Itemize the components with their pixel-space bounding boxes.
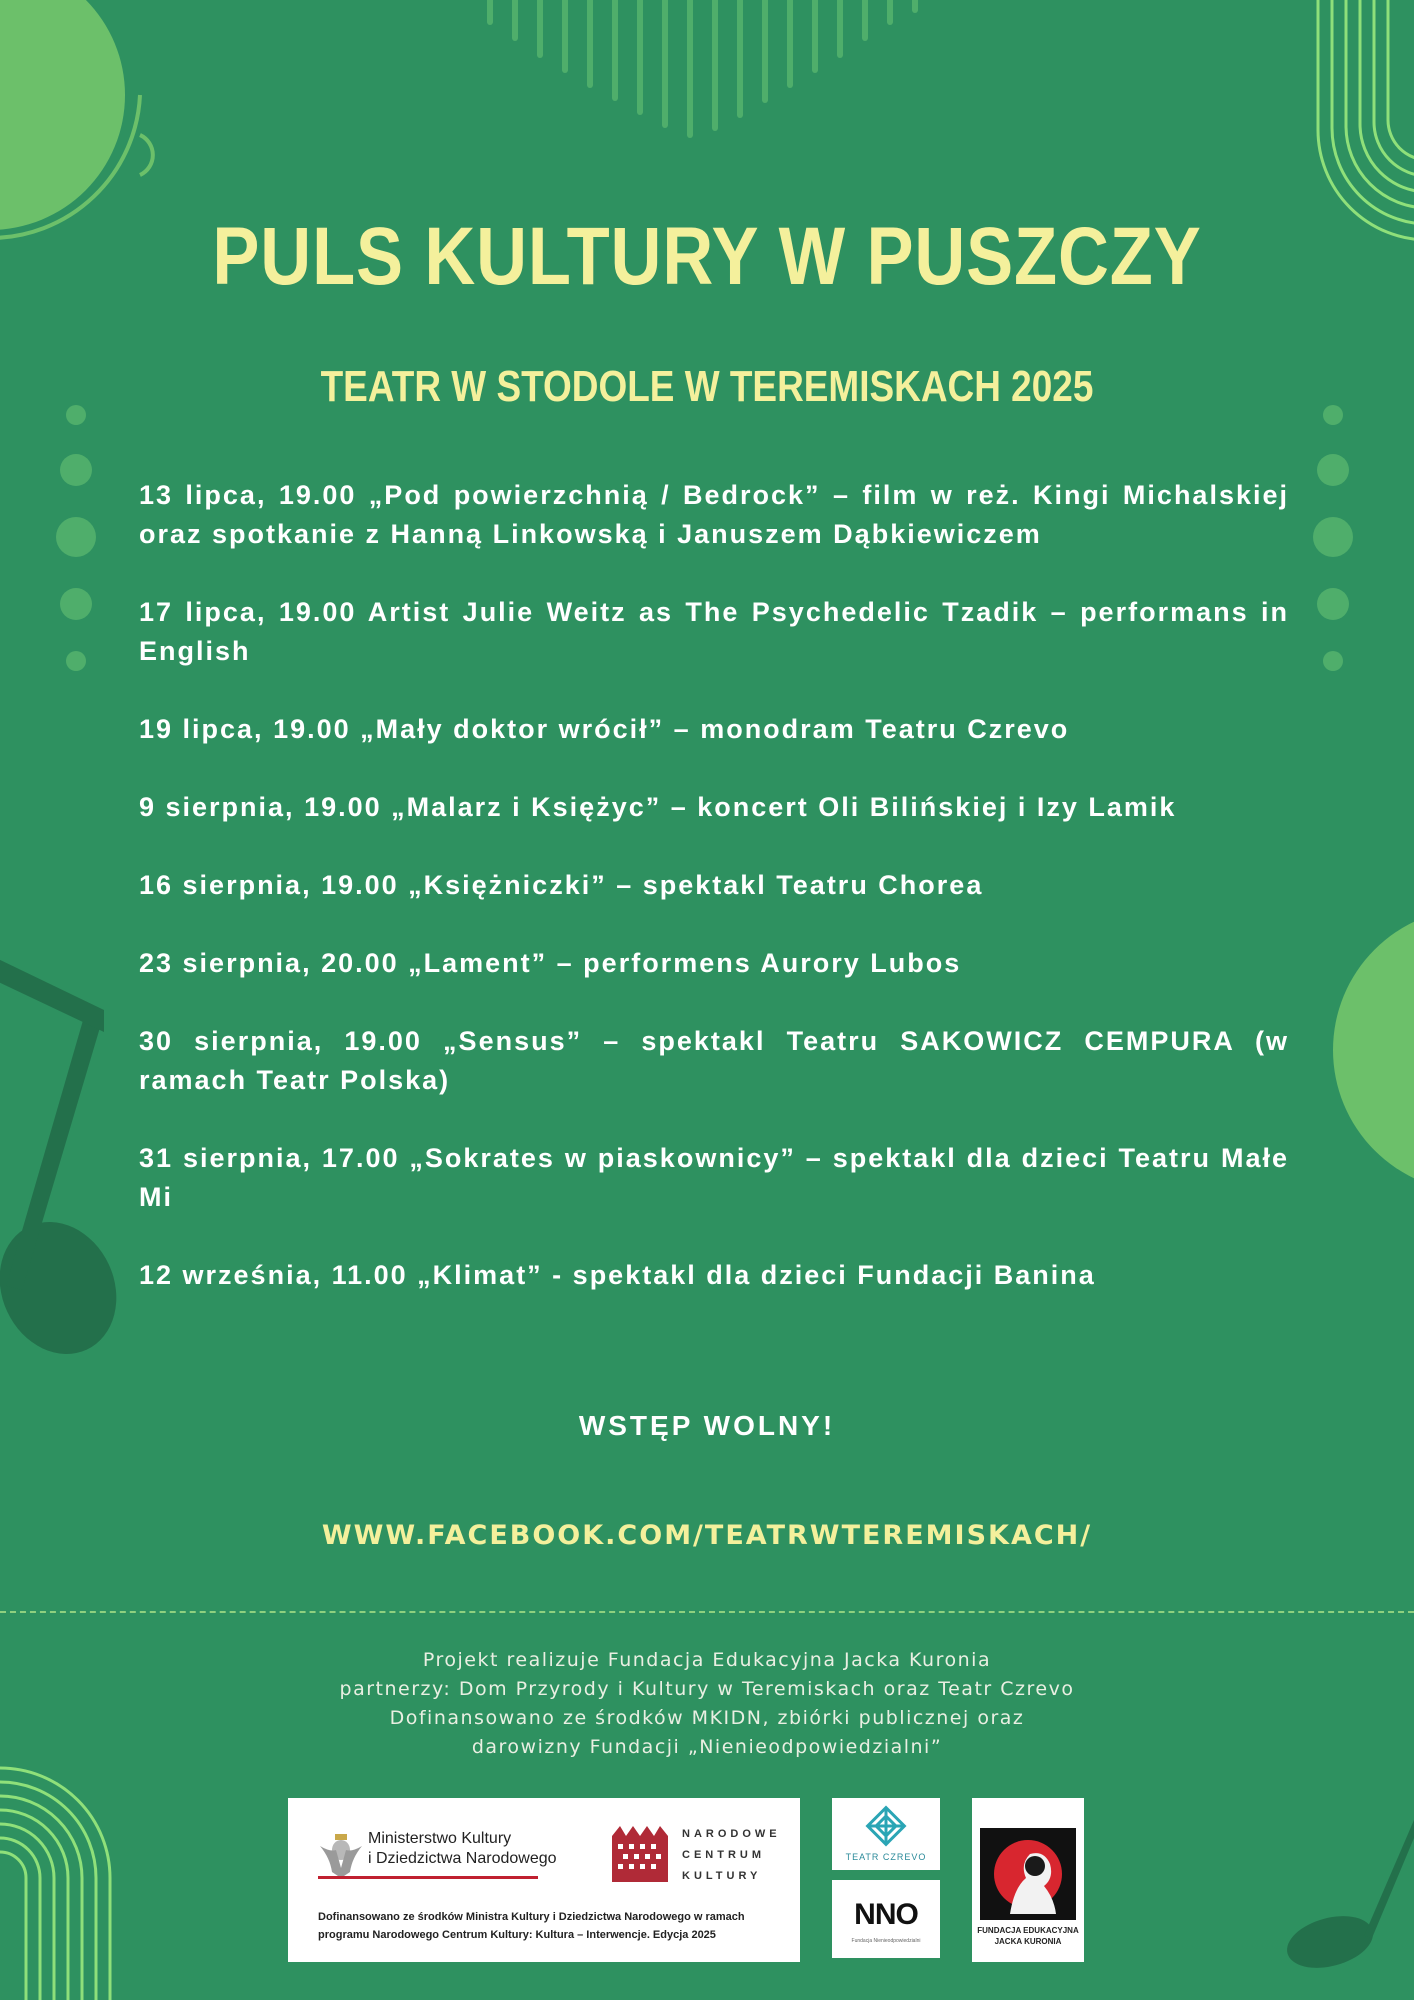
- music-note-right: [1281, 1820, 1414, 1977]
- nno-logo-box: [832, 1880, 940, 1958]
- nck-line: NARODOWE: [682, 1828, 781, 1840]
- event-item: 13 lipca, 19.00 „Pod powierzchnią / Bedrock” – film w reż. Kingi Michalskiej oraz spotkanie z Hanną Linkowską i Januszem Dąbkiewiczem: [139, 480, 1289, 549]
- credits-line: darowizny Fundacji „Nienieodpowiedzialni”: [471, 1736, 943, 1758]
- event-item: 12 września, 11.00 „Klimat” - spektakl dla dzieci Fundacji Banina: [139, 1260, 1096, 1290]
- sponsor-logo-box: [288, 1798, 800, 1962]
- kuron-logo-box: [972, 1798, 1084, 1962]
- event-item: 17 lipca, 19.00 Artist Julie Weitz as The Psychedelic Tzadik – performans in English: [139, 597, 1289, 666]
- free-entry-text: WSTĘP WOLNY!: [578, 1410, 836, 1441]
- bottom-left-arcs: [0, 1768, 110, 2000]
- nck-name: [682, 1824, 781, 1887]
- event-list: [139, 476, 1289, 1334]
- top-left-circle: [0, 0, 125, 230]
- event-item: 9 sierpnia, 19.00 „Malarz i Księżyc” – koncert Oli Bilińskiej i Izy Lamik: [139, 792, 1177, 822]
- right-circle: [1333, 908, 1414, 1192]
- event-item: 16 sierpnia, 19.00 „Księżniczki” – spektakl Teatru Chorea: [139, 870, 984, 900]
- top-right-arcs: [1318, 0, 1414, 240]
- top-stripes: [490, 0, 915, 135]
- credits-line: Projekt realizuje Fundacja Edukacyjna Jacka Kuronia: [422, 1649, 992, 1671]
- dashed-divider: [0, 1611, 1414, 1613]
- credits-line: partnerzy: Dom Przyrody i Kultury w Teremiskach oraz Teatr Czrevo: [339, 1678, 1075, 1700]
- kuron-portrait-logo-icon: [980, 1828, 1076, 1920]
- czrevo-logo-icon: [864, 1804, 908, 1848]
- nck-line: KULTURY: [682, 1870, 762, 1882]
- event-item: 19 lipca, 19.00 „Mały doktor wrócił” – monodram Teatru Czrevo: [139, 714, 1070, 744]
- eagle-emblem-icon: [316, 1828, 366, 1882]
- page-subtitle: TEATR W STODOLE W TEREMISKACH 2025: [320, 362, 1094, 411]
- kuron-name-line2: JACKA KURONIA: [994, 1937, 1062, 1946]
- facebook-link[interactable]: WWW.FACEBOOK.COM/TEATRWTEREMISKACH/: [321, 1520, 1093, 1551]
- event-item: 30 sierpnia, 19.00 „Sensus” – spektakl Teatru SAKOWICZ CEMPURA (w ramach Teatr Polska): [139, 1026, 1289, 1095]
- event-item: 31 sierpnia, 17.00 „Sokrates w piaskownicy” – spektakl dla dzieci Teatru Małe Mi: [139, 1143, 1289, 1212]
- czrevo-name: TEATR CZREVO: [845, 1852, 927, 1862]
- mkidn-name-line2: i Dziedzictwa Narodowego: [368, 1850, 557, 1867]
- mkidn-red-underline: [318, 1876, 538, 1879]
- nno-small-text: Fundacja Nienieodpowiedzialni: [851, 1938, 921, 1944]
- event-item: 23 sierpnia, 20.00 „Lament” – performens Aurory Lubos: [139, 948, 962, 978]
- nck-logo-icon: [612, 1826, 668, 1882]
- nno-name: NNO: [854, 1898, 918, 1931]
- nck-line: CENTRUM: [682, 1849, 765, 1861]
- credits: [0, 1646, 1414, 1762]
- music-note-left: [0, 955, 137, 1373]
- funding-note: Dofinansowano ze środków Ministra Kultury i Dziedzictwa Narodowego w ramach programu Narodowego Centrum Kultury: Kultura – Interwencje. Edycja 2025: [318, 1911, 745, 1941]
- page-title: PULS KULTURY W PUSZCZY: [212, 211, 1202, 302]
- kuron-name-line1: FUNDACJA EDUKACYJNA: [977, 1926, 1079, 1935]
- czrevo-logo-box: [832, 1798, 940, 1870]
- small-arc: [140, 135, 153, 175]
- right-dots: [1313, 405, 1353, 671]
- credits-line: Dofinansowano ze środków MKIDN, zbiórki publicznej oraz: [389, 1707, 1025, 1729]
- left-dots: [56, 405, 96, 671]
- mkidn-name-line1: Ministerstwo Kultury: [368, 1830, 512, 1847]
